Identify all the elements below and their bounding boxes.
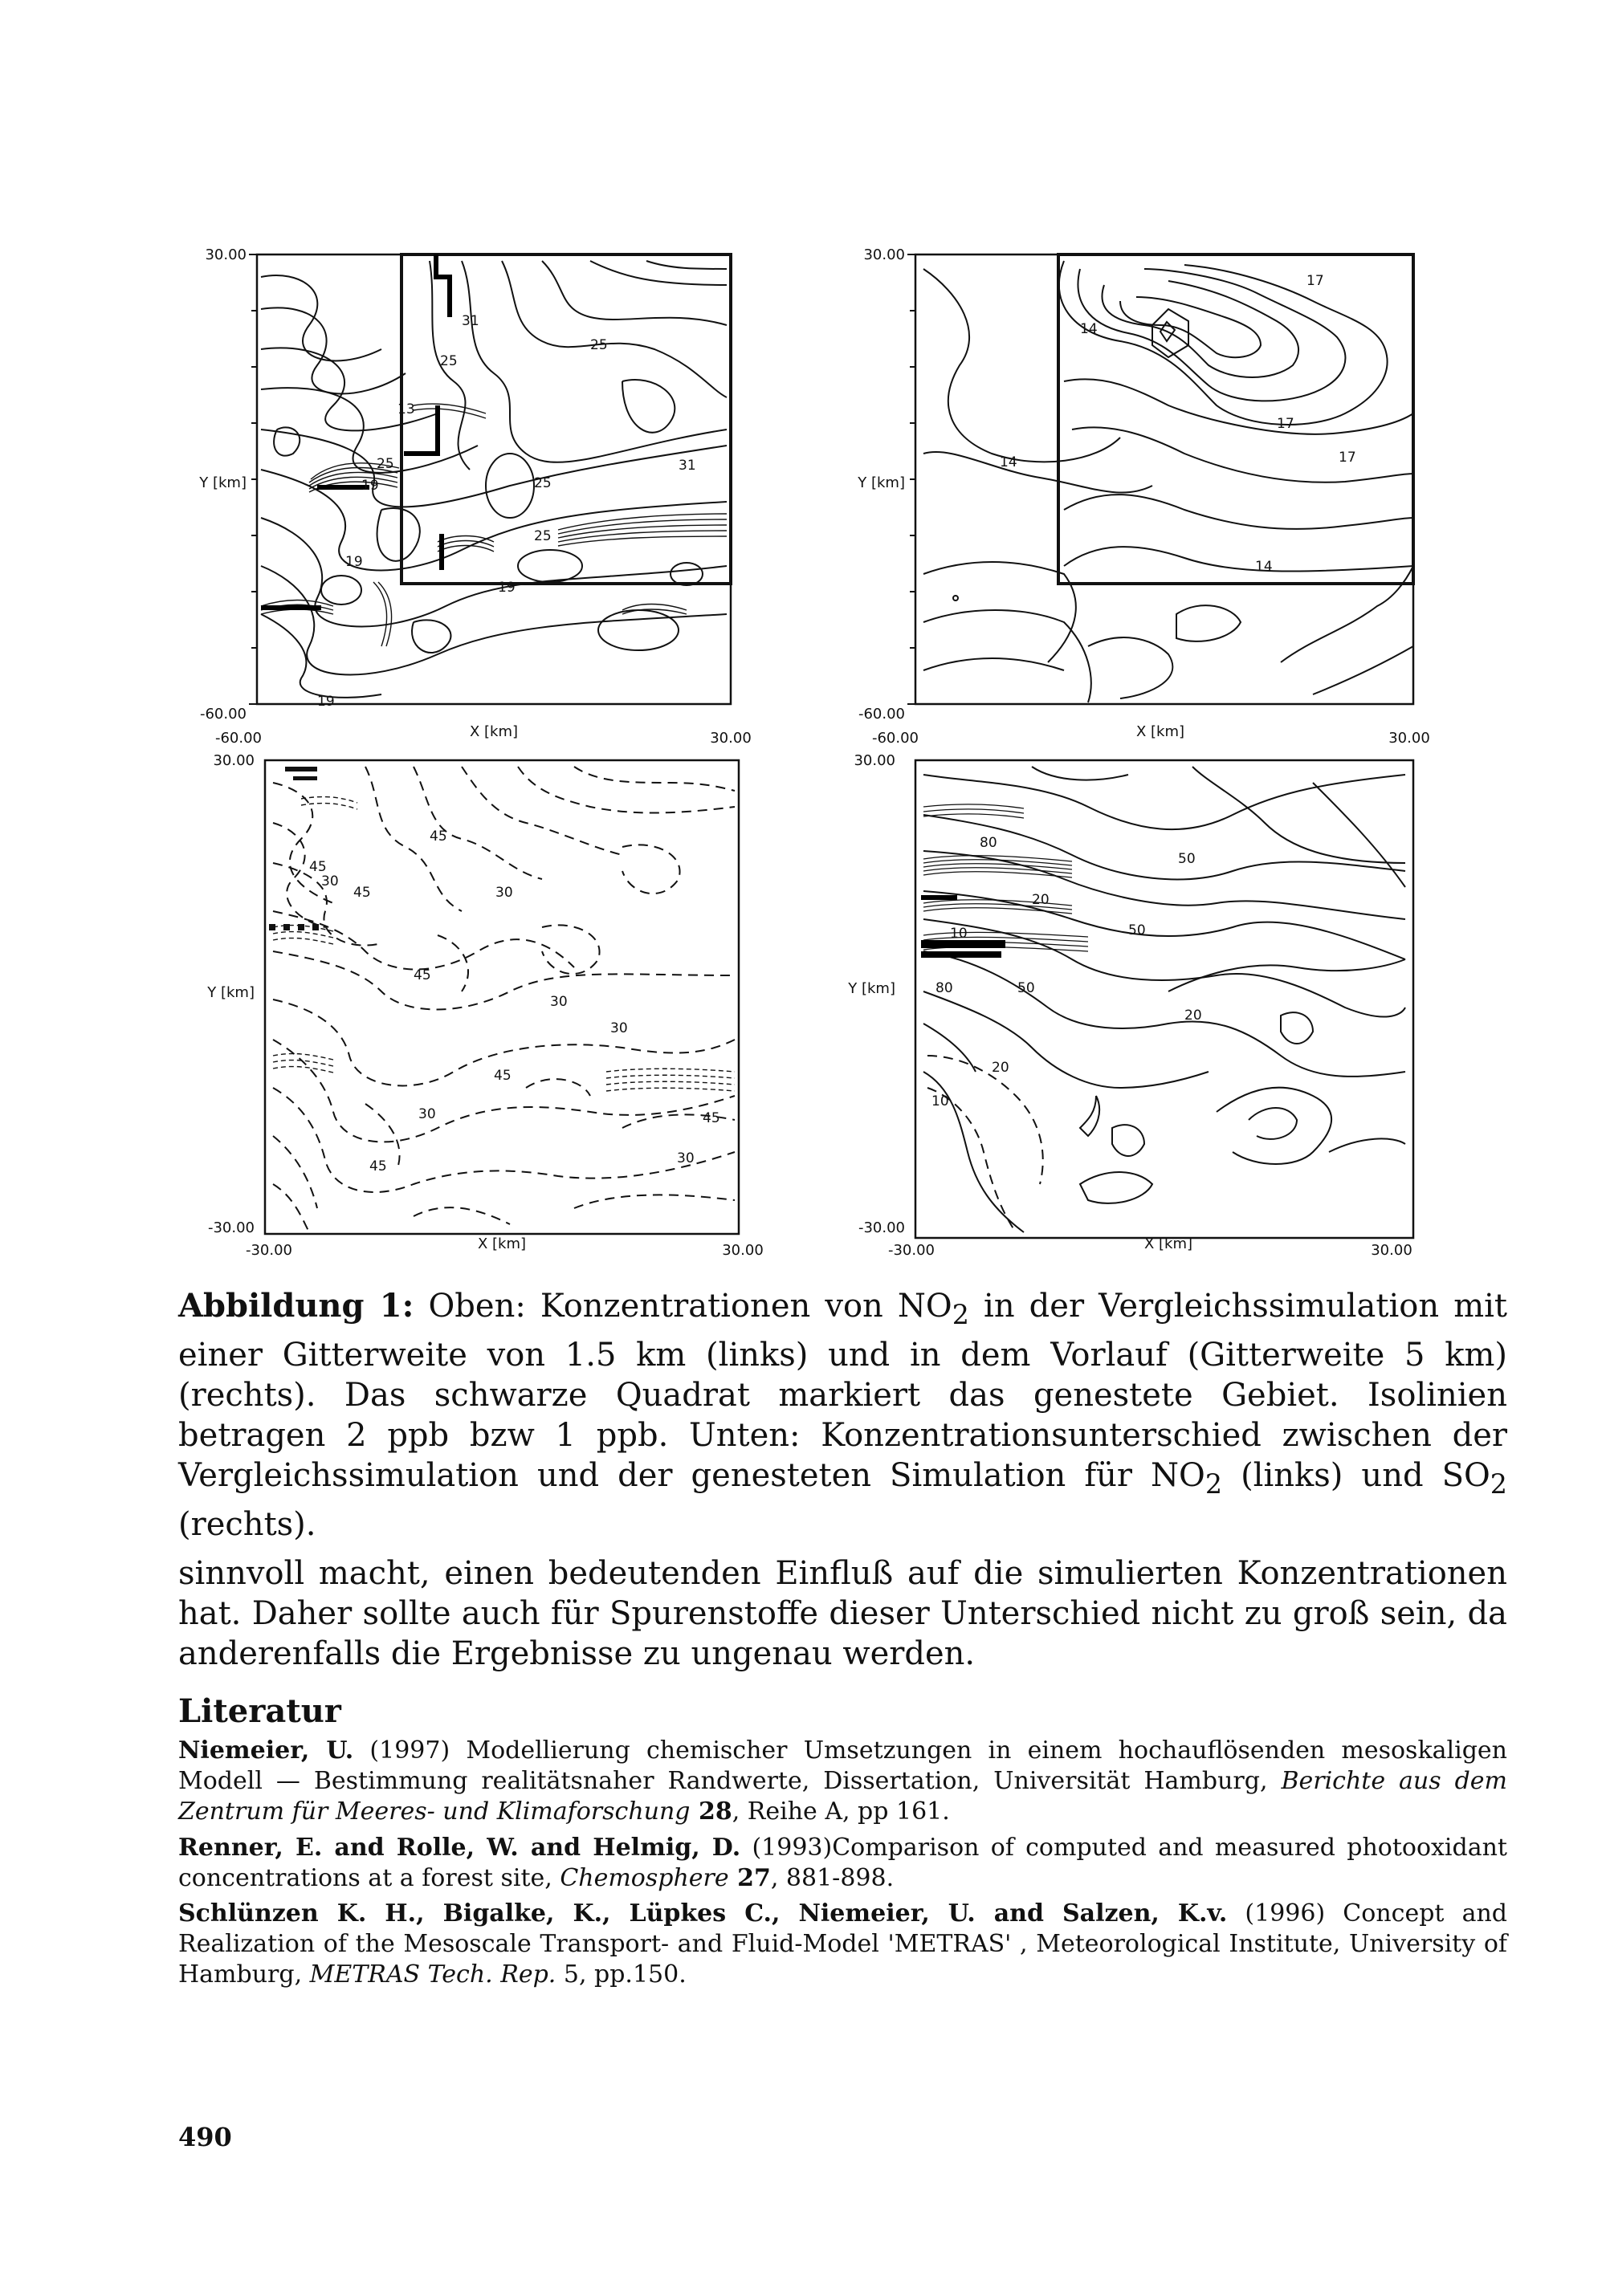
literature-heading: Literatur bbox=[178, 1692, 341, 1730]
contour-label: 80 bbox=[935, 980, 953, 996]
y-max-label: 30.00 bbox=[854, 752, 895, 769]
caption-text: in der Vergleichssimulation mit einer Gitterweite von 1.5 km (links) und in dem Vorlauf (Gitterweite 5 km) (rechts). Das schwarze Quadrat markiert das genestete Gebiet. Isolinien betragen 2 ppb bzw 1 ppb. Unten: Konzentrationsunterschied zwischen der Vergleichssimulation und der genesteten Simulation für NO bbox=[178, 1288, 1508, 1494]
contour-label: 30 bbox=[321, 873, 339, 889]
reference-text: 5, pp.150. bbox=[556, 1960, 687, 1989]
contour-label: 25 bbox=[534, 475, 552, 491]
plot-top-right bbox=[831, 245, 1449, 751]
contour-label: 19 bbox=[498, 580, 516, 596]
x-max-label: 30.00 bbox=[722, 1242, 764, 1259]
contour-label: 45 bbox=[703, 1110, 720, 1126]
reference-volume: 28 bbox=[690, 1797, 732, 1826]
reference-text: (1997) Modellierung chemischer Umsetzungen in einem hochauflösenden mesoskaligen Modell — Bestimmung realitätsnaher Randwerte, Dissertation, Universität Hamburg, bbox=[178, 1736, 1507, 1795]
contour-label: 20 bbox=[992, 1060, 1009, 1076]
caption-subscript: 2 bbox=[1490, 1468, 1507, 1500]
contour-label: 25 bbox=[440, 353, 458, 369]
contour-label: 17 bbox=[1339, 450, 1356, 466]
contour-label: 17 bbox=[1277, 416, 1294, 432]
contour-label: 10 bbox=[931, 1093, 949, 1109]
plot-bottom-left-svg bbox=[173, 751, 783, 1264]
contour-label: 30 bbox=[550, 994, 568, 1010]
plot-top-left bbox=[173, 245, 751, 751]
y-max-label: 30.00 bbox=[863, 246, 905, 263]
reference-text: , 881-898. bbox=[770, 1864, 895, 1892]
reference-journal: Chemosphere bbox=[560, 1864, 729, 1892]
caption-subscript: 2 bbox=[952, 1299, 969, 1330]
contour-label: 50 bbox=[1178, 851, 1196, 867]
contour-label: 19 bbox=[317, 694, 335, 710]
contour-label: 10 bbox=[950, 926, 968, 942]
plot-bottom-right bbox=[831, 751, 1457, 1264]
x-axis-label: X [km] bbox=[1135, 723, 1185, 740]
reference-authors: Schlünzen K. H., Bigalke, K., Lüpkes C., Niemeier, U. and Salzen, K.v. bbox=[178, 1899, 1228, 1928]
plot-top-right-svg bbox=[831, 245, 1449, 751]
contour-label: 20 bbox=[1184, 1008, 1202, 1024]
plot-top-left-svg bbox=[173, 245, 751, 751]
reference-authors: Renner, E. and Rolle, W. and Helmig, D. bbox=[178, 1834, 741, 1862]
y-min-label: -60.00 bbox=[858, 706, 905, 723]
contour-label: 50 bbox=[1017, 980, 1035, 996]
contour-label: 80 bbox=[980, 835, 997, 851]
x-max-label: 30.00 bbox=[710, 730, 752, 747]
caption-text: (rechts). bbox=[178, 1506, 316, 1543]
figure-caption bbox=[178, 1286, 1507, 1545]
contour-label: 31 bbox=[679, 458, 696, 474]
y-axis-label: Y [km] bbox=[207, 984, 255, 1001]
contour-label: 25 bbox=[590, 337, 608, 353]
y-min-label: -30.00 bbox=[858, 1219, 905, 1236]
x-axis-label: X [km] bbox=[1143, 1236, 1193, 1252]
contour-label: 25 bbox=[377, 456, 394, 472]
caption-text: (links) und SO bbox=[1222, 1457, 1490, 1494]
y-min-label: -30.00 bbox=[207, 1219, 255, 1236]
plot-bottom-right-svg bbox=[831, 751, 1457, 1264]
contour-label: 50 bbox=[1128, 922, 1146, 938]
contour-label: 45 bbox=[369, 1158, 387, 1174]
contour-label: 45 bbox=[353, 885, 371, 901]
body-paragraph: sinnvoll macht, einen bedeutenden Einfluß auf die simulierten Konzentrationen hat. Daher sollte auch für Spurenstoffe dieser Unterschied nicht zu groß sein, da anderenfalls die Ergebnisse zu ungenau werden. bbox=[178, 1555, 1507, 1672]
caption-text: Oben: Konzentrationen von NO bbox=[414, 1288, 952, 1325]
reference-text: (1993)Comparison of computed and measured photooxidant concentrations at a forest site, bbox=[178, 1834, 1507, 1892]
contour-label: 14 bbox=[1080, 321, 1098, 337]
x-axis-label: X [km] bbox=[477, 1236, 527, 1252]
x-max-label: 30.00 bbox=[1371, 1242, 1412, 1259]
reference-journal: METRAS Tech. Rep. bbox=[309, 1960, 556, 1989]
contour-label: 30 bbox=[418, 1106, 436, 1122]
reference-text: (1996) Concept and Realization of the Mesoscale Transport- and Fluid-Model 'METRAS' , Meteorological Institute, University of Hamburg, bbox=[178, 1899, 1508, 1989]
x-min-label: -30.00 bbox=[887, 1242, 935, 1259]
contour-label: 45 bbox=[309, 859, 327, 875]
contour-label: 14 bbox=[1255, 559, 1273, 575]
caption-subscript: 2 bbox=[1204, 1468, 1223, 1500]
y-max-label: 30.00 bbox=[213, 752, 255, 769]
contour-label: 45 bbox=[494, 1068, 512, 1084]
reference-volume: 27 bbox=[728, 1864, 771, 1892]
contour-label: 30 bbox=[677, 1150, 695, 1166]
contour-label: 13 bbox=[397, 401, 415, 417]
contour-label: 19 bbox=[345, 554, 363, 570]
reference-journal: Berichte aus dem Zentrum für Meeres- und Klimaforschung bbox=[178, 1767, 1508, 1826]
y-min-label: -60.00 bbox=[199, 706, 247, 723]
x-axis-label: X [km] bbox=[469, 723, 519, 740]
contour-label: 31 bbox=[462, 313, 479, 329]
caption-label: Abbildung 1: bbox=[178, 1287, 414, 1325]
contour-label: 45 bbox=[430, 828, 447, 845]
contour-label: 19 bbox=[361, 478, 379, 494]
x-max-label: 30.00 bbox=[1388, 730, 1430, 747]
y-axis-label: Y [km] bbox=[199, 474, 247, 491]
reference-item bbox=[178, 1736, 1507, 1827]
y-axis-label: Y [km] bbox=[848, 980, 895, 997]
x-min-label: -60.00 bbox=[871, 730, 919, 747]
contour-label: 25 bbox=[534, 528, 552, 544]
x-min-label: -60.00 bbox=[214, 730, 263, 747]
reference-item bbox=[178, 1833, 1507, 1894]
y-max-label: 30.00 bbox=[205, 246, 247, 263]
x-min-label: -30.00 bbox=[245, 1242, 293, 1259]
plot-bottom-left bbox=[173, 751, 783, 1264]
page-number: 490 bbox=[178, 2122, 232, 2152]
contour-label: 30 bbox=[495, 885, 513, 901]
contour-label: 14 bbox=[1000, 454, 1017, 470]
reference-authors: Niemeier, U. bbox=[178, 1736, 354, 1765]
reference-item bbox=[178, 1899, 1507, 1990]
contour-label: 20 bbox=[1032, 892, 1050, 908]
contour-label: 45 bbox=[414, 967, 431, 983]
contour-label: 30 bbox=[610, 1020, 628, 1036]
reference-text: , Reihe A, pp 161. bbox=[732, 1797, 950, 1826]
contour-label: 17 bbox=[1306, 273, 1324, 289]
y-axis-label: Y [km] bbox=[858, 474, 905, 491]
